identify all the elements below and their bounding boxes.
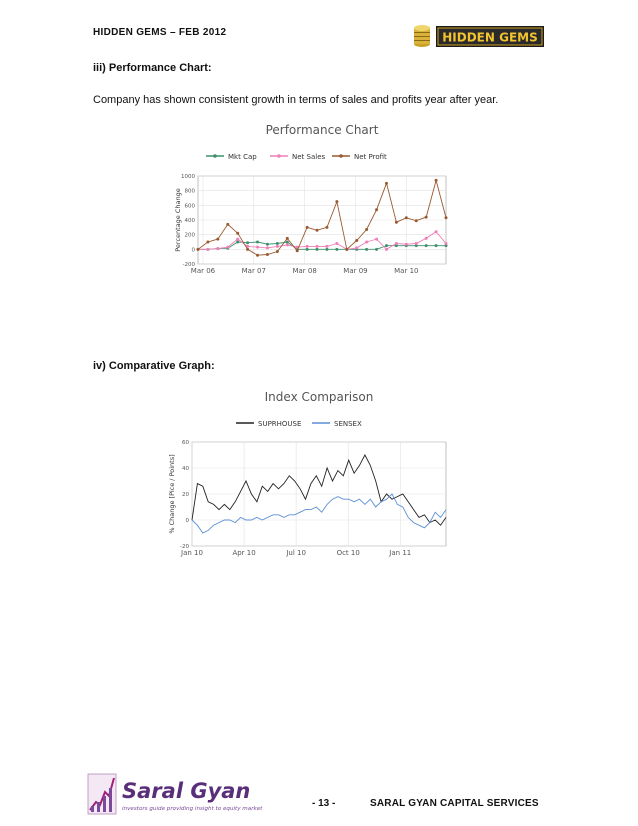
x-tick-label: Mar 06 <box>190 267 216 275</box>
y-tick-label: 600 <box>184 203 195 210</box>
data-point <box>435 244 438 247</box>
y-tick-label: 20 <box>182 492 189 498</box>
data-point <box>355 239 358 242</box>
y-tick-label: 40 <box>182 466 189 472</box>
performance-section-heading: iii) Performance Chart: <box>93 62 212 74</box>
page-number: - 13 - <box>312 798 336 809</box>
hidden-gems-logo <box>410 22 546 50</box>
data-point <box>425 237 428 240</box>
data-point <box>316 229 319 232</box>
saral-gyan-logo <box>86 772 286 816</box>
data-point <box>445 242 448 245</box>
data-point <box>435 179 438 182</box>
data-point <box>395 242 398 245</box>
svg-text:investors guide providing insi: investors guide providing insight to equity market <box>122 806 263 812</box>
data-point <box>266 243 269 246</box>
legend-label: Mkt Cap <box>228 153 257 161</box>
data-point <box>415 219 418 222</box>
data-point <box>286 237 289 240</box>
data-point <box>325 248 328 251</box>
data-point <box>355 246 358 249</box>
data-point <box>266 246 269 249</box>
legend-label: Net Sales <box>292 153 326 161</box>
data-point <box>335 248 338 251</box>
data-point <box>375 248 378 251</box>
legend-label: SUPRHOUSE <box>258 420 302 428</box>
data-point <box>306 245 309 248</box>
legend-marker <box>213 154 217 158</box>
data-point <box>276 245 279 248</box>
data-point <box>206 248 209 251</box>
data-point <box>365 241 368 244</box>
document-header-title: HIDDEN GEMS – FEB 2012 <box>93 27 227 38</box>
data-point <box>375 238 378 241</box>
data-point <box>236 232 239 235</box>
data-point <box>405 216 408 219</box>
data-point <box>206 241 209 244</box>
data-point <box>365 228 368 231</box>
data-point <box>395 221 398 224</box>
growth-graph-icon <box>88 774 116 814</box>
data-point <box>226 246 229 249</box>
chart-title: Index Comparison <box>264 390 374 404</box>
x-tick-label: Mar 09 <box>343 267 368 275</box>
data-point <box>236 238 239 241</box>
y-axis-label: Percentage Change <box>174 188 182 252</box>
x-tick-label: Mar 08 <box>292 267 317 275</box>
data-point <box>385 248 388 251</box>
data-point <box>345 248 348 251</box>
data-point <box>435 230 438 233</box>
data-point <box>425 244 428 247</box>
data-point <box>316 245 319 248</box>
y-tick-label: 200 <box>184 232 195 239</box>
x-tick-label: Jan 11 <box>389 549 412 557</box>
legend-marker <box>277 154 281 158</box>
data-point <box>385 244 388 247</box>
data-point <box>335 200 338 203</box>
data-point <box>276 242 279 245</box>
data-point <box>197 248 200 251</box>
legend-marker <box>339 154 343 158</box>
x-tick-label: Jan 10 <box>181 549 203 557</box>
y-tick-label: -200 <box>182 262 195 268</box>
data-point <box>335 242 338 245</box>
chart-title: Performance Chart <box>265 123 379 137</box>
data-point <box>236 241 239 244</box>
y-tick-label: 60 <box>182 440 189 446</box>
svg-text:HIDDEN GEMS: HIDDEN GEMS <box>442 30 538 45</box>
data-point <box>286 243 289 246</box>
x-tick-label: Mar 10 <box>394 267 419 275</box>
data-point <box>306 248 309 251</box>
x-tick-label: Mar 07 <box>241 267 266 275</box>
y-tick-label: 0 <box>191 247 195 254</box>
data-point <box>445 216 448 219</box>
data-point <box>256 241 259 244</box>
data-point <box>375 208 378 211</box>
y-tick-label: 0 <box>185 518 189 524</box>
y-tick-label: -20 <box>180 544 189 550</box>
data-point <box>276 250 279 253</box>
data-point <box>415 242 418 245</box>
performance-chart <box>150 116 460 306</box>
data-point <box>316 248 319 251</box>
y-tick-label: 400 <box>184 218 195 224</box>
coin-stack-icon <box>414 25 430 47</box>
performance-description: Company has shown consistent growth in terms of sales and profits year after year. <box>93 94 499 106</box>
data-point <box>266 253 269 256</box>
footer-company-name: SARAL GYAN CAPITAL SERVICES <box>370 798 539 809</box>
data-point <box>365 248 368 251</box>
data-point <box>306 226 309 229</box>
data-point <box>325 245 328 248</box>
svg-text:Saral Gyan: Saral Gyan <box>122 779 251 803</box>
data-point <box>256 254 259 257</box>
data-point <box>216 247 219 250</box>
data-point <box>226 223 229 226</box>
data-point <box>286 241 289 244</box>
data-point <box>246 248 249 251</box>
legend-label: SENSEX <box>334 420 362 428</box>
data-point <box>256 246 259 249</box>
data-point <box>216 238 219 241</box>
comparative-section-heading: iv) Comparative Graph: <box>93 360 215 372</box>
legend-label: Net Profit <box>354 153 387 161</box>
y-tick-label: 800 <box>184 188 195 195</box>
x-tick-label: Apr 10 <box>232 549 256 557</box>
data-point <box>425 216 428 219</box>
x-tick-label: Oct 10 <box>336 549 360 557</box>
x-tick-label: Jul 10 <box>286 549 306 557</box>
y-tick-label: 1000 <box>181 174 195 180</box>
data-point <box>325 226 328 229</box>
index-comparison-chart <box>150 384 460 564</box>
data-point <box>296 249 299 252</box>
y-axis-label: % Change [Pice / Points] <box>168 454 176 534</box>
data-point <box>246 241 249 244</box>
data-point <box>405 243 408 246</box>
data-point <box>385 182 388 185</box>
